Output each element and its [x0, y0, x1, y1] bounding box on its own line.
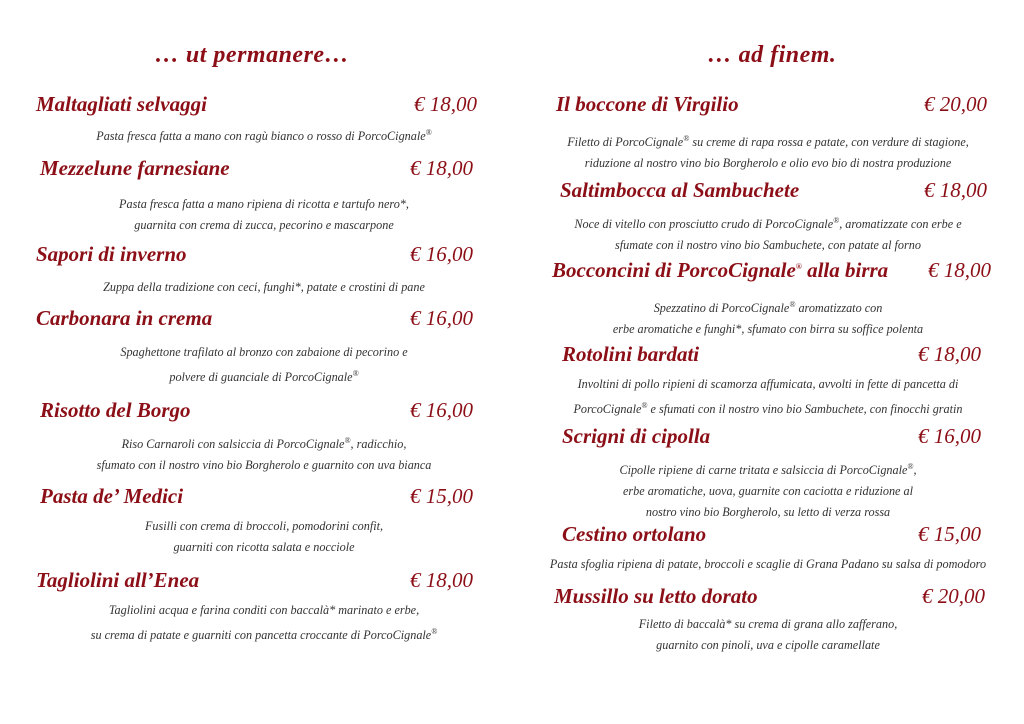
dish-price: € 15,00 [918, 522, 981, 546]
dish-name: Risotto del Borgo [40, 398, 191, 422]
dish-name: Bocconcini di PorcoCignale® alla birra [552, 258, 889, 282]
dish-price: € 16,00 [410, 398, 473, 422]
dish-description: Riso Carnaroli con salsiccia di PorcoCignale®, radicchio, sfumato con il nostro vino bio Borgherolo e guarnito con uva bianca [96, 436, 432, 473]
dish-description: Tagliolini acqua e farina conditi con baccalà* marinato e erbe, su crema di patate e guarniti con pancetta croccante di PorcoCignale® [90, 603, 438, 643]
dish-description: Filetto di PorcoCignale® su creme di rapa rossa e patate, con verdure di stagione, riduzione al nostro vino bio Borgherolo e olio evo bio di nostra produzione [567, 134, 969, 171]
dish-name: Maltagliati selvaggi [36, 92, 207, 116]
dish-name: Rotolini bardati [562, 342, 700, 366]
dish-description: Pasta fresca fatta a mano con ragù bianco o rosso di PorcoCignale® [96, 128, 432, 144]
dish-name: Mussillo su letto dorato [554, 584, 758, 608]
dish-price: € 18,00 [410, 156, 473, 180]
dish-description: Zuppa della tradizione con ceci, funghi*, patate e crostini di pane [103, 280, 425, 294]
dish-name: Carbonara in crema [36, 306, 213, 330]
dish-description: Noce di vitello con prosciutto crudo di PorcoCignale®, aromatizzate con erbe e sfumate con il nostro vino bio Sambuchete, con patate al forno [574, 216, 962, 253]
dish-price: € 18,00 [928, 258, 991, 282]
dish-name: Saltimbocca al Sambuchete [560, 178, 800, 202]
dish-name: Cestino ortolano [562, 522, 707, 546]
dish-description: Involtini di pollo ripieni di scamorza affumicata, avvolti in fette di pancetta di PorcoCignale® e sfumati con il nostro vino bio Sambuchete, con finocchi gratin [573, 377, 963, 417]
dish-price: € 15,00 [410, 484, 473, 508]
dish-name: Mezzelune farnesiane [40, 156, 230, 180]
dish-description: Pasta sfoglia ripiena di patate, broccoli e scaglie di Grana Padano su salsa di pomodoro [549, 557, 987, 571]
dish-price: € 16,00 [410, 242, 473, 266]
section-title: … ad finem. [707, 42, 837, 68]
dish-price: € 16,00 [410, 306, 473, 330]
dish-name: Sapori di inverno [36, 242, 187, 266]
dish-name: Il boccone di Virgilio [556, 92, 739, 116]
dish-description: Cipolle ripiene di carne tritata e salsiccia di PorcoCignale®, erbe aromatiche, uova, guarnite con caciotta e riduzione al nostro vino bio Borgherolo, su letto di verza rossa [619, 462, 917, 520]
dish-price: € 20,00 [922, 584, 985, 608]
dish-name: Pasta de’ Medici [40, 484, 184, 508]
dish-price: € 18,00 [410, 568, 473, 592]
dish-name: Tagliolini all’Enea [36, 568, 200, 592]
dish-price: € 16,00 [918, 424, 981, 448]
menu-column-right [512, 0, 1024, 724]
section-title: … ut permanere… [154, 42, 350, 68]
dish-description: Pasta fresca fatta a mano ripiena di ricotta e tartufo nero*, guarnita con crema di zucca, pecorino e mascarpone [119, 197, 409, 232]
dish-description: Spezzatino di PorcoCignale® aromatizzato con erbe aromatiche e funghi*, sfumato con birra su soffice polenta [612, 300, 924, 337]
dish-description: Filetto di baccalà* su crema di grana allo zafferano, guarnito con pinoli, uva e cipolle caramellate [638, 617, 898, 652]
dish-description: Fusilli con crema di broccoli, pomodorini confit, guarniti con ricotta salata e nocciole [144, 519, 384, 554]
dish-price: € 18,00 [414, 92, 477, 116]
dish-description: Spaghettone trafilato al bronzo con zabaione di pecorino e polvere di guanciale di PorcoCignale® [120, 345, 408, 385]
dish-name: Scrigni di cipolla [562, 424, 711, 448]
dish-price: € 18,00 [918, 342, 981, 366]
dish-price: € 20,00 [924, 92, 987, 116]
dish-price: € 18,00 [924, 178, 987, 202]
